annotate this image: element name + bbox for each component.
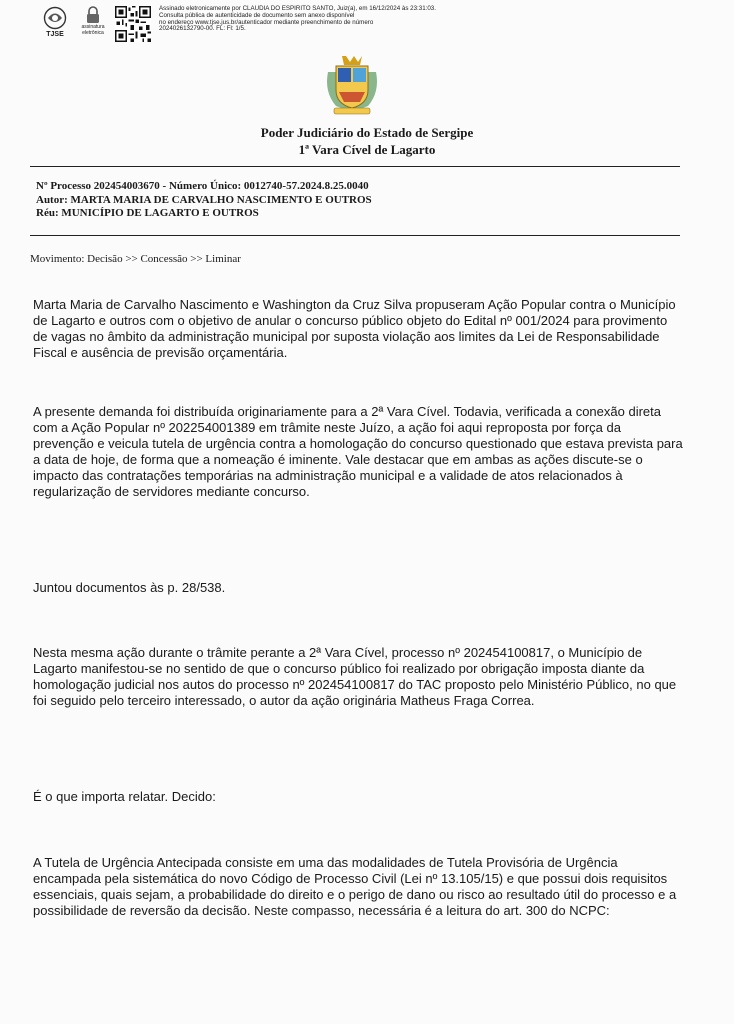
tjse-label: TJSE bbox=[46, 31, 64, 38]
paragraph-block-6 bbox=[33, 855, 683, 919]
header-divider bbox=[30, 166, 680, 167]
tjse-logo bbox=[40, 6, 70, 40]
signature-line-3: no endereço www.tjse.jus.br/autenticador mediante preenchimento de número bbox=[159, 18, 374, 26]
signature-info bbox=[159, 6, 519, 33]
paragraph-2: A presente demanda foi distribuída originariamente para a 2ª Vara Cível. Todavia, verificada a conexão direta com a Ação Popular nº 202254001389 em trâmite neste Juízo, a ação foi aqui reproposta por força da prevenção e veicula tutela de urgência contra a homologação do concurso questionado que estava prevista para a data de hoje, de forma que a nomeação é iminente. Vale destacar que em ambas as ações discute-se o impacto das contratações temporárias na administração municipal e a validade de atos relacionados à regularização de servidores mediante concurso. bbox=[33, 404, 683, 499]
paragraph-3: Juntou documentos às p. 28/538. bbox=[33, 580, 226, 595]
signature-badge-label: assinatura bbox=[81, 24, 105, 30]
paragraph-block-2 bbox=[33, 404, 683, 500]
paragraph-4: Nesta mesma ação durante o trâmite perante a 2ª Vara Cível, processo nº 202454100817, o Município de Lagarto manifestou-se no sentido de que o concurso público foi realizado por obrigação imposta diante da homologação judicial nos autos do processo nº 202454100817 do TAC proposto pelo Ministério Público, no que foi seguido pelo terceiro interessado, o autor da ação originária Matheus Fraga Correa. bbox=[33, 645, 677, 708]
tjse-emblem-icon bbox=[42, 6, 68, 30]
process-number: Nº Processo 202454003670 - Número Único: 0012740-57.2024.8.25.0040 bbox=[36, 180, 369, 192]
movement-line: Movimento: Decisão >> Concessão >> Liminar bbox=[30, 253, 241, 265]
qr-code-icon bbox=[115, 6, 151, 42]
signature-line-4: 2024026132790-00. FL: Fl: 1/5. bbox=[159, 25, 246, 33]
paragraph-block-3 bbox=[33, 580, 683, 596]
process-author: Autor: MARTA MARIA DE CARVALHO NASCIMENTO E OUTROS bbox=[36, 193, 372, 206]
paragraph-5: É o que importa relatar. Decido: bbox=[33, 789, 216, 804]
signature-badge-label-2: eletrônica bbox=[82, 30, 104, 36]
paragraph-6: A Tutela de Urgência Antecipada consiste em uma das modalidades de Tutela Provisória de Urgência encampada pela sistemática do novo Código de Processo Civil (Lei nº 13.105/15) e que possui dois requisitos essenciais, quais sejam, a probabilidade do direito e o perigo de dano ou risco ao resultado útil do processo e a possibilidade de reversão da decisão. Neste compasso, necessária é a leitura do art. 300 do NCPC: bbox=[33, 855, 677, 918]
court-name: Poder Judiciário do Estado de Sergipe bbox=[260, 125, 474, 140]
electronic-signature-block bbox=[40, 6, 519, 42]
coat-of-arms-icon bbox=[322, 52, 382, 118]
paragraph-block-5 bbox=[33, 789, 683, 805]
paragraph-1: Marta Maria de Carvalho Nascimento e Washington da Cruz Silva propuseram Ação Popular contra o Município de Lagarto e outros com o objetivo de anular o concurso público objeto do Edital nº 001/2024 para provimento de vagas no âmbito da administração municipal por suposta violação aos limites da Lei de Responsabilidade Fiscal e ausência de previsão orçamentária. bbox=[33, 297, 676, 360]
signature-line-1: Assinado eletronicamente por CLAUDIA DO ESPIRITO SANTO, Juiz(a), em 16/12/2024 às 23:31:03. bbox=[159, 5, 436, 12]
lock-icon bbox=[85, 6, 101, 24]
paragraph-block-4 bbox=[33, 645, 683, 709]
signature-line-2: Consulta pública de autenticidade de documento sem anexo disponível bbox=[159, 11, 355, 19]
process-defendant: Réu: MUNICÍPIO DE LAGARTO E OUTROS bbox=[36, 207, 259, 219]
electronic-signature-badge bbox=[76, 6, 110, 40]
process-divider bbox=[30, 235, 680, 236]
paragraph-summary bbox=[33, 297, 683, 361]
process-info bbox=[36, 180, 372, 221]
court-division: 1ª Vara Cível de Lagarto bbox=[298, 142, 436, 157]
court-heading bbox=[0, 124, 734, 158]
